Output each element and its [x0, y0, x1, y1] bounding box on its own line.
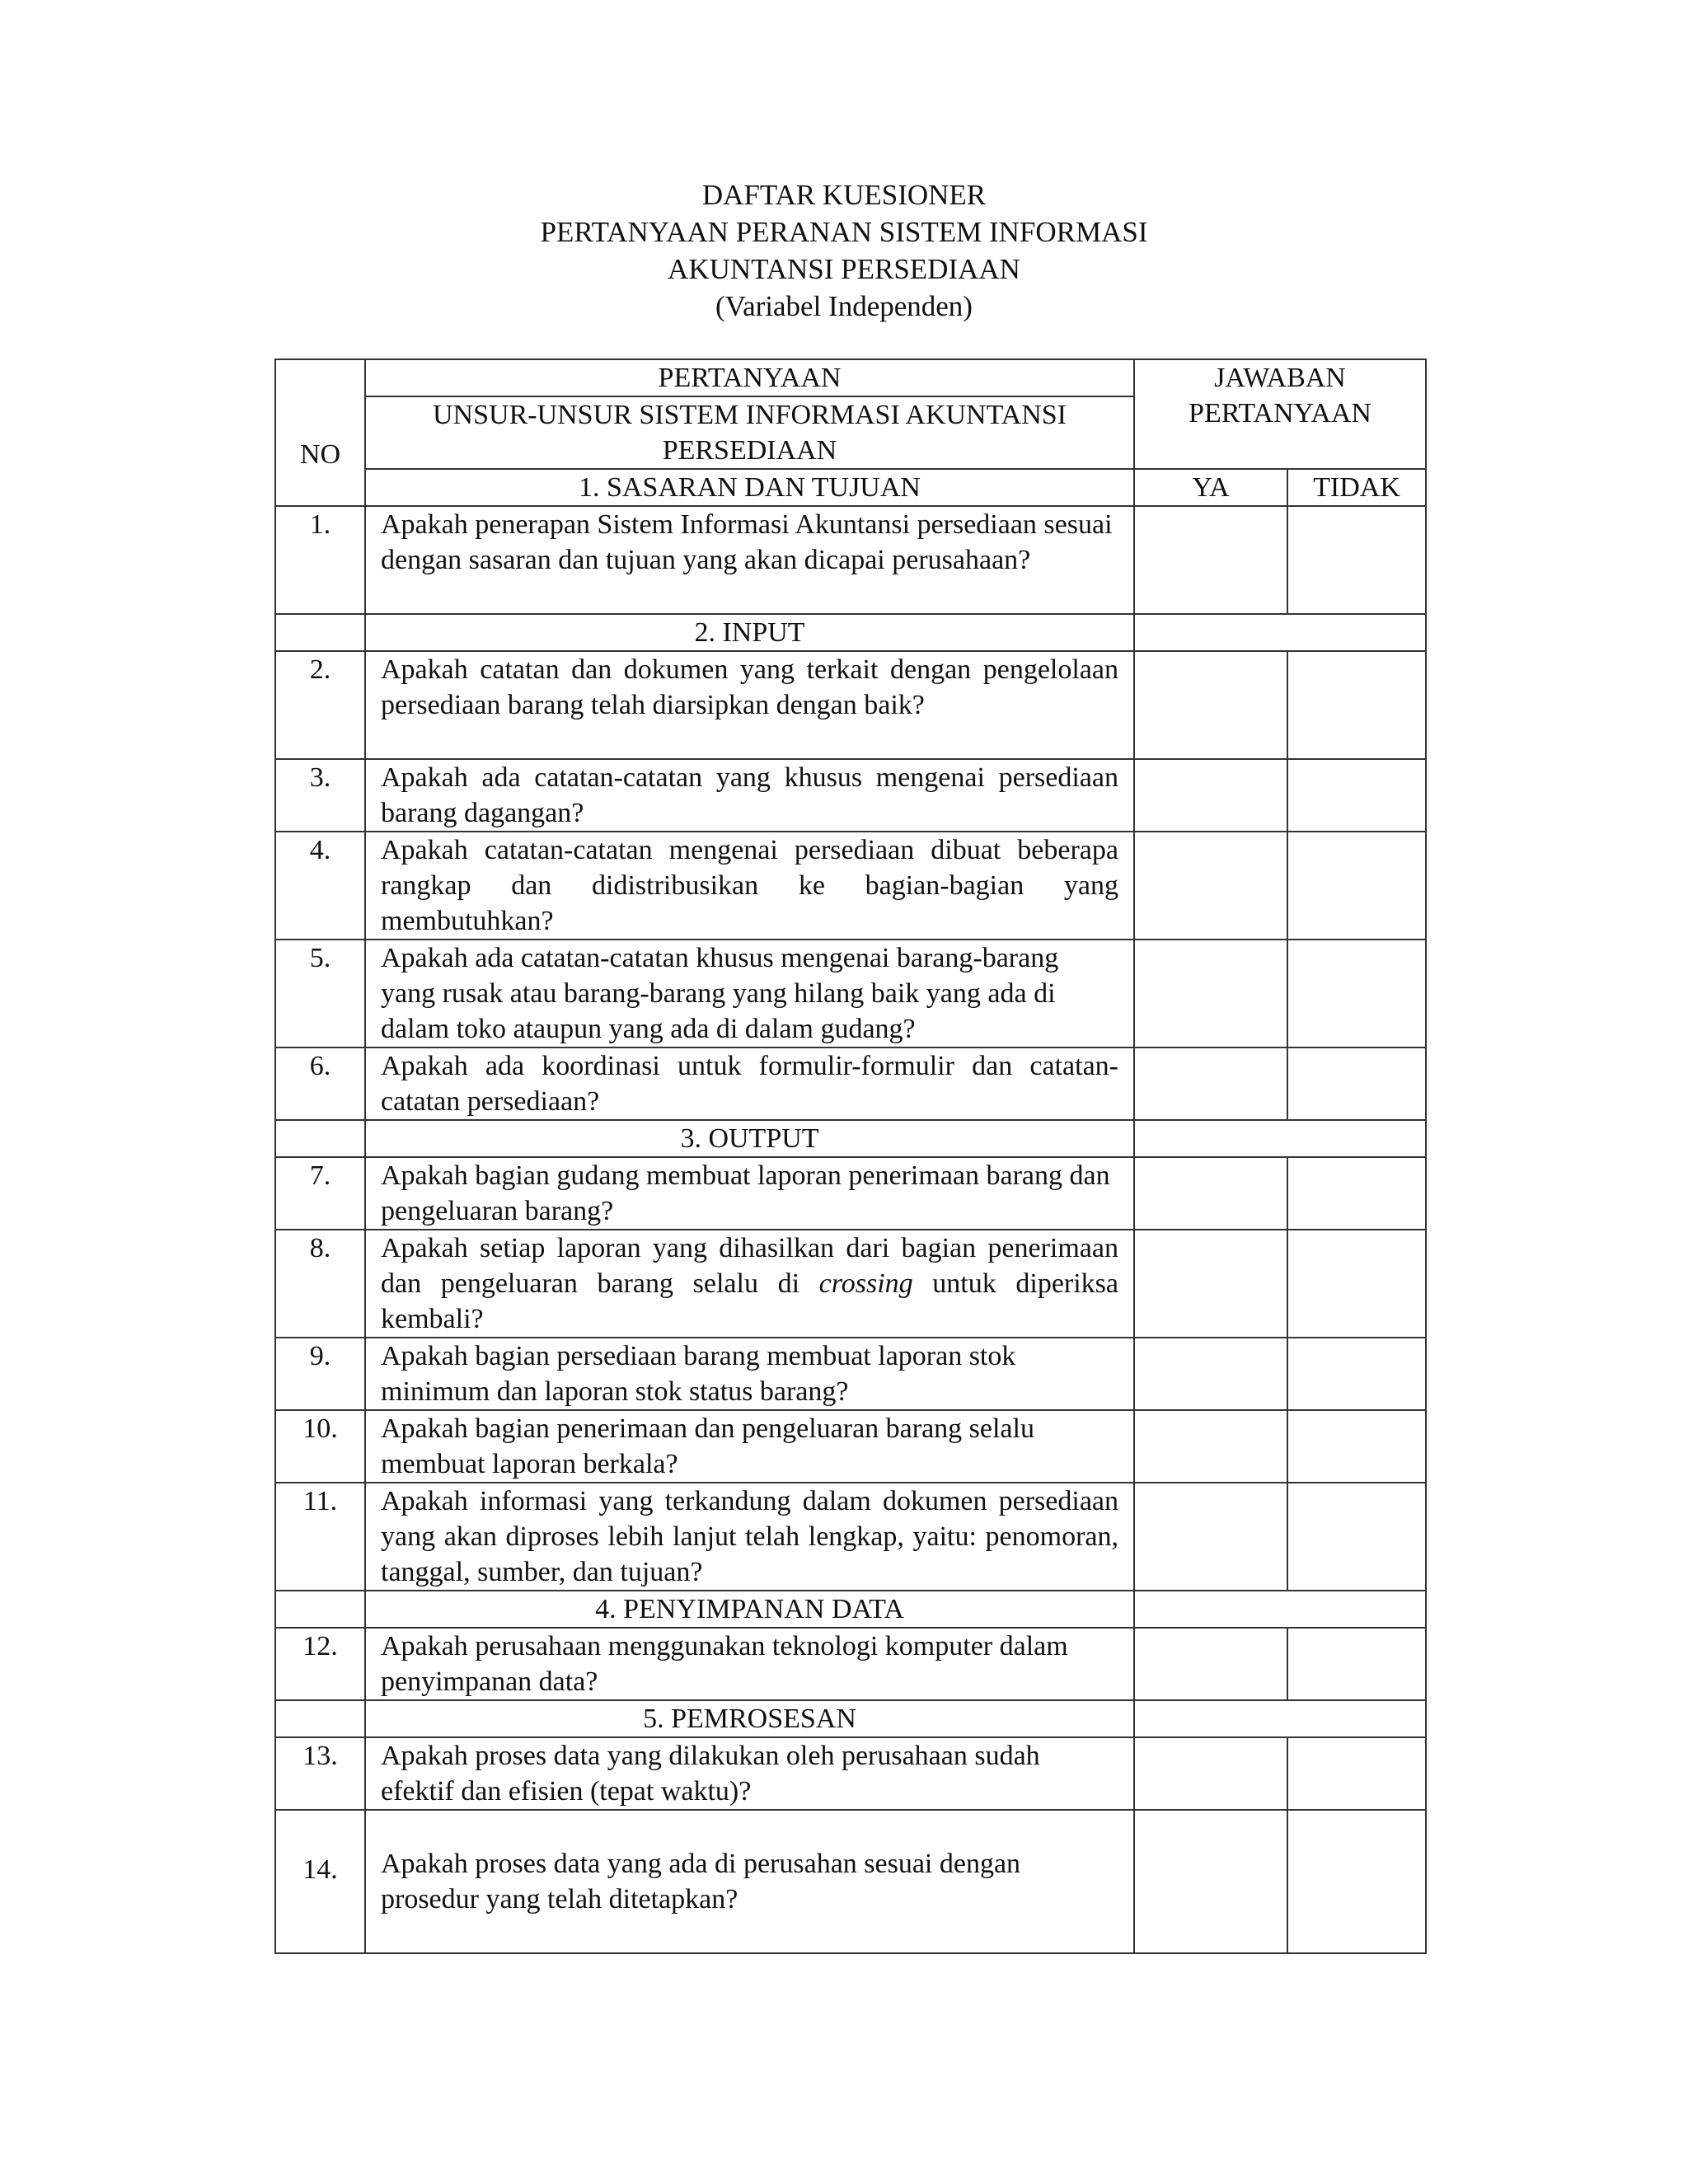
question-text: Apakah informasi yang terkandung dalam dokumen persediaan yang akan diproses lebih lanjut telah lengkap, yaitu: penomoran, tanggal, sumber, dan tujuan? [365, 1483, 1134, 1591]
header-no: NO [275, 359, 365, 506]
question-row [275, 1047, 1426, 1120]
question-row [275, 1483, 1426, 1591]
title-line-2: PERTANYAAN PERANAN SISTEM INFORMASI [540, 216, 1148, 248]
empty-cell [1134, 1120, 1426, 1157]
question-number: 2. [275, 651, 365, 759]
section-title: 2. INPUT [365, 614, 1134, 651]
question-number: 12. [275, 1628, 365, 1700]
header-row [275, 359, 1426, 396]
question-number: 7. [275, 1157, 365, 1230]
empty-cell [275, 614, 365, 651]
section-title: 1. SASARAN DAN TUJUAN [365, 469, 1134, 506]
header-ya: YA [1134, 469, 1287, 506]
answer-ya-cell[interactable] [1134, 1157, 1287, 1230]
answer-tidak-cell[interactable] [1287, 1410, 1426, 1483]
section-title: 5. PEMROSESAN [365, 1700, 1134, 1737]
empty-cell [1134, 1591, 1426, 1628]
empty-cell [275, 1120, 365, 1157]
answer-tidak-cell[interactable] [1287, 1157, 1426, 1230]
header-jawaban: JAWABAN PERTANYAAN [1134, 359, 1426, 469]
question-text: Apakah proses data yang ada di perusahan sesuai dengan prosedur yang telah ditetapkan? [365, 1810, 1134, 1953]
section-row [275, 1700, 1426, 1737]
question-text: Apakah ada catatan-catatan khusus mengenai barang-barang yang rusak atau barang-barang yang hilang baik yang ada di dalam toko ataupun yang ada di dalam gudang? [365, 940, 1134, 1047]
document-title [0, 176, 1688, 325]
answer-tidak-cell[interactable] [1287, 940, 1426, 1047]
answer-ya-cell[interactable] [1134, 1737, 1287, 1810]
question-row [275, 1810, 1426, 1953]
question-text: Apakah ada catatan-catatan yang khusus mengenai persediaan barang dagangan? [365, 759, 1134, 832]
answer-ya-cell[interactable] [1134, 1338, 1287, 1410]
answer-tidak-cell[interactable] [1287, 651, 1426, 759]
question-text-part: Apakah setiap laporan yang dihasilkan dari bagian penerimaan dan pengeluaran barang selalu di [381, 1233, 1118, 1299]
question-row [275, 1410, 1426, 1483]
header-unsur: UNSUR-UNSUR SISTEM INFORMASI AKUNTANSI PERSEDIAAN [365, 396, 1134, 469]
answer-tidak-cell[interactable] [1287, 1338, 1426, 1410]
question-row [275, 506, 1426, 614]
section-title: 3. OUTPUT [365, 1120, 1134, 1157]
answer-ya-cell[interactable] [1134, 832, 1287, 940]
question-text: Apakah bagian gudang membuat laporan penerimaan barang dan pengeluaran barang? [365, 1157, 1134, 1230]
answer-tidak-cell[interactable] [1287, 832, 1426, 940]
question-row [275, 1338, 1426, 1410]
question-number: 11. [275, 1483, 365, 1591]
question-number: 5. [275, 940, 365, 1047]
question-text [365, 1230, 1134, 1338]
question-text: Apakah perusahaan menggunakan teknologi komputer dalam penyimpanan data? [365, 1628, 1134, 1700]
answer-ya-cell[interactable] [1134, 1047, 1287, 1120]
question-number: 3. [275, 759, 365, 832]
question-row [275, 1737, 1426, 1810]
question-number: 8. [275, 1230, 365, 1338]
answer-tidak-cell[interactable] [1287, 1483, 1426, 1591]
question-text: Apakah catatan dan dokumen yang terkait dengan pengelolaan persediaan barang telah diarsipkan dengan baik? [365, 651, 1134, 759]
question-number: 9. [275, 1338, 365, 1410]
question-number: 4. [275, 832, 365, 940]
question-row [275, 651, 1426, 759]
empty-cell [275, 1700, 365, 1737]
answer-tidak-cell[interactable] [1287, 1810, 1426, 1953]
answer-ya-cell[interactable] [1134, 651, 1287, 759]
question-text: Apakah ada koordinasi untuk formulir-formulir dan catatan-catatan persediaan? [365, 1047, 1134, 1120]
question-row [275, 832, 1426, 940]
question-text: Apakah bagian penerimaan dan pengeluaran barang selalu membuat laporan berkala? [365, 1410, 1134, 1483]
answer-ya-cell[interactable] [1134, 506, 1287, 614]
question-number: 10. [275, 1410, 365, 1483]
section-row [275, 469, 1426, 506]
question-text: Apakah catatan-catatan mengenai persediaan dibuat beberapa rangkap dan didistribusikan ke bagian-bagian yang membutuhkan? [365, 832, 1134, 940]
questionnaire-table [274, 359, 1427, 1954]
question-number: 13. [275, 1737, 365, 1810]
question-number: 14. [275, 1810, 365, 1953]
empty-cell [275, 1591, 365, 1628]
title-line-4: (Variabel Independen) [715, 290, 973, 322]
question-row [275, 940, 1426, 1047]
answer-tidak-cell[interactable] [1287, 1047, 1426, 1120]
title-line-1: DAFTAR KUESIONER [701, 179, 987, 211]
section-row [275, 1120, 1426, 1157]
question-text-part: untuk diperiksa kembali? [381, 1268, 1119, 1334]
answer-ya-cell[interactable] [1134, 1230, 1287, 1338]
answer-ya-cell[interactable] [1134, 1810, 1287, 1953]
answer-tidak-cell[interactable] [1287, 759, 1426, 832]
empty-cell [1134, 614, 1426, 651]
question-row [275, 1628, 1426, 1700]
answer-ya-cell[interactable] [1134, 1628, 1287, 1700]
section-row [275, 614, 1426, 651]
answer-ya-cell[interactable] [1134, 759, 1287, 832]
question-row [275, 1230, 1426, 1338]
question-number: 1. [275, 506, 365, 614]
title-line-3: AKUNTANSI PERSEDIAAN [668, 253, 1020, 285]
empty-cell [1134, 1700, 1426, 1737]
question-text: Apakah proses data yang dilakukan oleh perusahaan sudah efektif dan efisien (tepat waktu)? [365, 1737, 1134, 1810]
question-text-italic: crossing [818, 1268, 913, 1299]
answer-tidak-cell[interactable] [1287, 506, 1426, 614]
answer-tidak-cell[interactable] [1287, 1628, 1426, 1700]
header-pertanyaan: PERTANYAAN [365, 359, 1134, 396]
question-number: 6. [275, 1047, 365, 1120]
answer-tidak-cell[interactable] [1287, 1737, 1426, 1810]
answer-tidak-cell[interactable] [1287, 1230, 1426, 1338]
answer-ya-cell[interactable] [1134, 940, 1287, 1047]
answer-ya-cell[interactable] [1134, 1483, 1287, 1591]
section-title: 4. PENYIMPANAN DATA [365, 1591, 1134, 1628]
question-row [275, 1157, 1426, 1230]
header-tidak: TIDAK [1287, 469, 1426, 506]
question-row [275, 759, 1426, 832]
question-text: Apakah penerapan Sistem Informasi Akuntansi persediaan sesuai dengan sasaran dan tujuan yang akan dicapai perusahaan? [365, 506, 1134, 614]
section-row [275, 1591, 1426, 1628]
answer-ya-cell[interactable] [1134, 1410, 1287, 1483]
question-text: Apakah bagian persediaan barang membuat laporan stok minimum dan laporan stok status barang? [365, 1338, 1134, 1410]
